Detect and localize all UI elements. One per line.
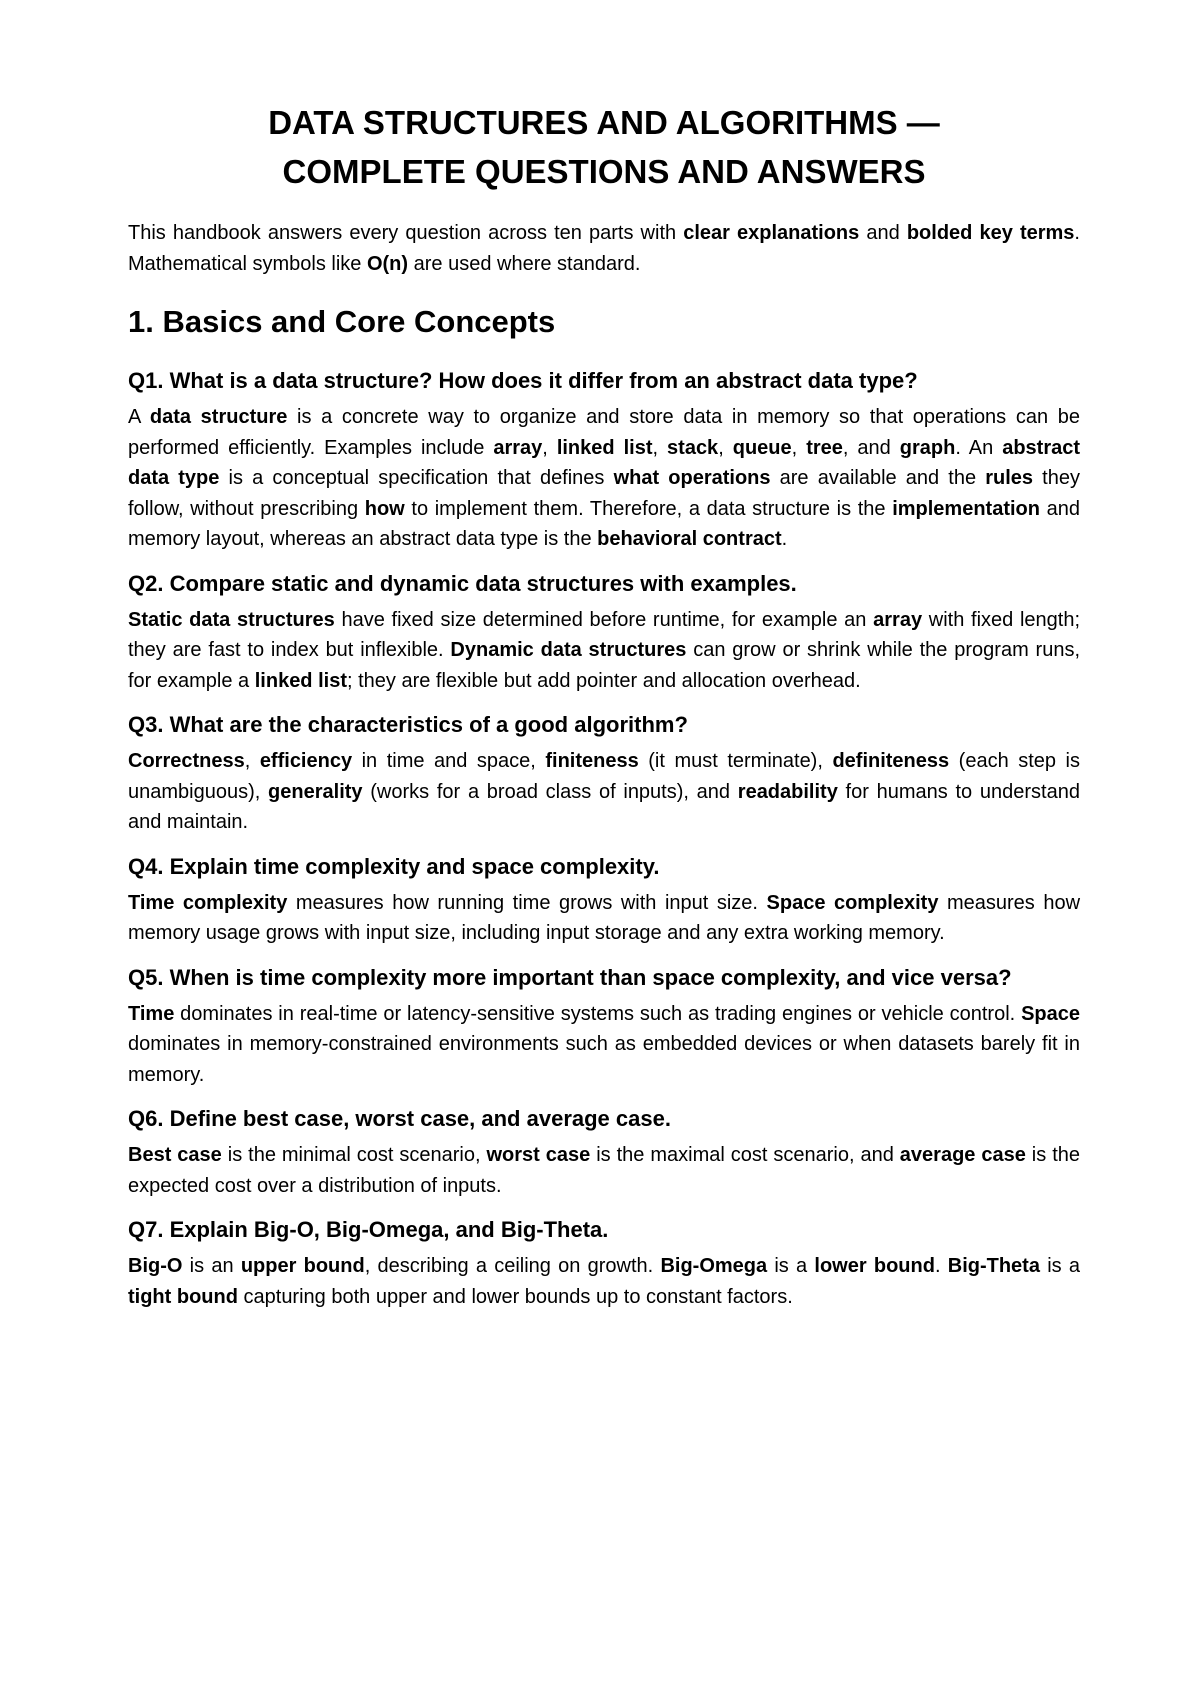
text-run: (it must terminate), [638, 750, 833, 772]
key-term: definiteness [832, 750, 950, 772]
key-term: queue [732, 436, 792, 459]
key-term: array [873, 608, 923, 631]
key-term: Best case [128, 1144, 222, 1166]
text-run: , [791, 436, 807, 459]
key-term: bolded key terms [906, 222, 1075, 244]
answer-paragraph [128, 1251, 1080, 1312]
section-heading: 1. Basics and Core Concepts [128, 304, 556, 339]
text-run: ; they are flexible but add pointer and allocation overhead. [346, 669, 861, 692]
document-title-line-1: DATA STRUCTURES AND ALGORITHMS — [268, 104, 940, 141]
key-term: stack [667, 436, 719, 459]
text-run: is an [182, 1255, 241, 1277]
key-term: Time complexity [128, 891, 288, 914]
question-heading: Q4. Explain time complexity and space complexity. [128, 853, 660, 879]
question-heading: Q6. Define best case, worst case, and average case. [128, 1106, 671, 1131]
key-term: Big-O [128, 1255, 183, 1277]
text-run: , [542, 436, 557, 459]
text-run: are available and the [770, 467, 986, 489]
key-term: generality [268, 780, 363, 803]
text-run: is the maximal cost scenario, and [590, 1144, 900, 1166]
text-run: have fixed size determined before runtime, for example an [334, 608, 874, 631]
question-heading: Q7. Explain Big-O, Big-Omega, and Big-Theta. [128, 1217, 609, 1242]
key-term: how [364, 497, 405, 520]
key-term: clear explanations [683, 222, 860, 244]
text-run: , describing a ceiling on growth. [364, 1255, 661, 1277]
text-run: to implement them. Therefore, a data structure is the [404, 497, 893, 520]
key-term: average case [899, 1144, 1026, 1166]
key-term: Big-Theta [947, 1255, 1040, 1277]
text-run: , [718, 436, 733, 459]
text-run: they follow, without prescribing [128, 467, 1080, 520]
text-run: in time and space, [352, 750, 546, 772]
key-term: array [493, 436, 543, 459]
text-run: is the expected cost over a distribution of inputs. [128, 1144, 1081, 1197]
text-run: and memory layout, whereas an abstract data type is the [128, 497, 1081, 550]
text-run: is a [1039, 1255, 1080, 1277]
key-term: Time [128, 1002, 175, 1025]
text-run: for humans to understand and maintain. [128, 780, 1080, 833]
text-run: . [934, 1255, 948, 1277]
qa-item [128, 709, 1080, 838]
qa-item [128, 962, 1080, 1091]
text-run: A [128, 406, 150, 428]
question-heading: Q2. Compare static and dynamic data structures with examples. [128, 570, 797, 596]
key-term: linked list [254, 669, 347, 692]
text-run: measures how running time grows with input size. [287, 891, 767, 914]
key-term: tight bound [128, 1285, 238, 1308]
answer-paragraph [128, 888, 1080, 949]
text-run: , [244, 750, 260, 772]
key-term: Space [1021, 1002, 1080, 1025]
key-term: tree [806, 436, 843, 459]
text-run: (works for a broad class of inputs), and [362, 780, 738, 803]
key-term: Big-Omega [660, 1255, 768, 1277]
key-term: what operations [613, 467, 771, 489]
text-run: is a conceptual specification that defines [219, 467, 614, 489]
text-run: can grow or shrink while the program runs, for example a [128, 639, 1081, 692]
qa-item [128, 1103, 1080, 1201]
intro-paragraph [128, 218, 1080, 280]
key-term: graph [899, 436, 956, 459]
key-term: finiteness [545, 750, 639, 772]
key-term: efficiency [259, 750, 353, 772]
text-run: is the minimal cost scenario, [221, 1144, 487, 1166]
key-term: Static data structures [128, 608, 335, 631]
question-heading: Q3. What are the characteristics of a good algorithm? [128, 712, 688, 737]
key-term: rules [985, 467, 1034, 489]
text-run: are used where standard. [408, 253, 641, 275]
answer-paragraph [128, 605, 1080, 697]
text-run: dominates in real-time or latency-sensitive systems such as trading engines or vehicle control. [174, 1002, 1022, 1025]
text-run: This handbook answers every question across ten parts with [128, 222, 684, 244]
text-run: , [652, 436, 668, 459]
qa-item [128, 1214, 1080, 1312]
qa-list [128, 365, 1080, 1312]
answer-paragraph [128, 1140, 1080, 1201]
text-run: (each step is unambiguous), [128, 750, 1080, 803]
text-run: measures how memory usage grows with input size, including input storage and any extra working memory. [128, 891, 1081, 944]
key-term: Dynamic data structures [450, 639, 687, 661]
key-term: O(n) [366, 253, 409, 275]
answer-paragraph [128, 999, 1080, 1091]
text-run: with fixed length; they are fast to index but inflexible. [128, 608, 1081, 661]
document-title-line-2: COMPLETE QUESTIONS AND ANSWERS [282, 153, 926, 190]
text-run: capturing both upper and lower bounds up to constant factors. [237, 1285, 793, 1308]
qa-item [128, 365, 1080, 555]
answer-paragraph [128, 402, 1080, 555]
qa-item [128, 568, 1080, 697]
key-term: behavioral contract [597, 528, 782, 550]
qa-item [128, 851, 1080, 949]
text-run: and [859, 222, 907, 244]
key-term: readability [737, 780, 838, 803]
question-heading: Q1. What is a data structure? How does it differ from an abstract data type? [128, 368, 918, 393]
document-page [128, 0, 1080, 1312]
key-term: implementation [892, 497, 1040, 520]
key-term: Correctness [128, 750, 245, 772]
text-run: . An [955, 436, 1003, 459]
document-title [128, 98, 1080, 196]
key-term: abstract data type [128, 436, 1081, 489]
key-term: worst case [486, 1144, 591, 1166]
text-run: , and [842, 436, 900, 459]
text-run: . Mathematical symbols like [128, 222, 1080, 275]
text-run: is a [767, 1255, 815, 1277]
text-run: . [781, 528, 788, 550]
question-heading: Q5. When is time complexity more important than space complexity, and vice versa? [128, 964, 1012, 990]
key-term: upper bound [240, 1255, 365, 1277]
text-run: is a concrete way to organize and store data in memory so that operations can be performed efficiently. Examples include [128, 406, 1080, 459]
answer-paragraph [128, 746, 1080, 838]
text-run: dominates in memory-constrained environments such as embedded devices or when datasets barely fit in memory. [128, 1033, 1080, 1086]
key-term: linked list [556, 436, 653, 459]
key-term: data structure [149, 406, 288, 428]
key-term: lower bound [814, 1255, 935, 1277]
key-term: Space complexity [766, 891, 939, 914]
